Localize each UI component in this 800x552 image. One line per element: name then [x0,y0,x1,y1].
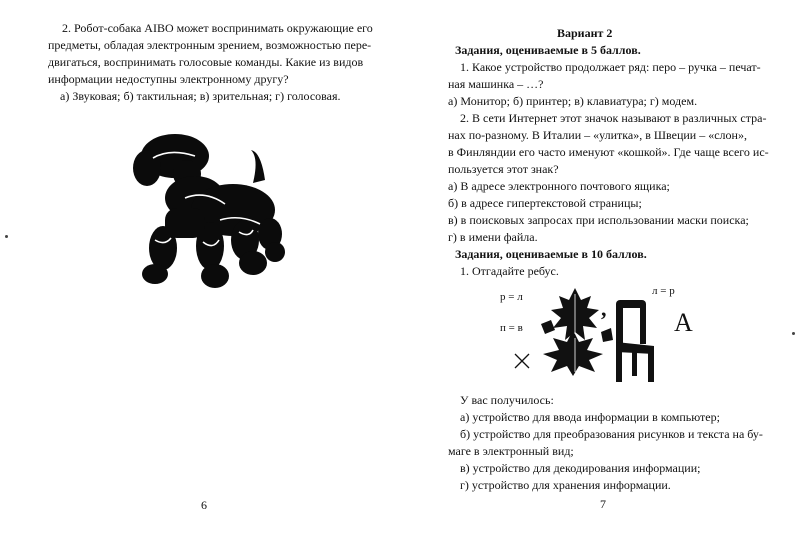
rebus-rule: р = л [500,291,523,303]
robot-dog-illustration [125,128,285,293]
right-page [400,0,800,552]
answer-options: а) Звуковая; б) тактильная; в) зрительная; г) голосовая. [60,89,341,103]
cross-mark-icon [513,352,531,370]
rebus-comma: , [601,296,607,321]
result-option: а) устройство для ввода информации в компьютер; [460,410,720,424]
question-line: предметы, обладая электронным зрением, возможностью пере- [48,38,372,52]
question-line: 1. Отгадайте ребус. [460,264,559,278]
answer-option: г) в имени файла. [448,230,538,244]
page-number: 6 [201,498,207,512]
result-option: в) устройство для декодирования информации; [460,461,701,475]
result-option: г) устройство для хранения информации. [460,478,671,492]
section-heading: Задания, оцениваемые в 10 баллов. [455,247,647,261]
variant-title: Вариант 2 [557,26,613,40]
scan-speck [792,332,795,335]
rebus-letter: А [674,308,693,337]
question-line: ная машинка – …? [448,77,544,91]
question-line: 2. В сети Интернет этот значок называют в различных стра- [460,111,767,125]
result-option: маге в электронный вид; [448,444,574,458]
question-line: 2. Робот-собака AIBO может воспринимать окружающие его [62,21,373,35]
result-option: б) устройство для преобразования рисунков и текста на бу- [460,427,763,441]
answer-option: в) в поисковых запросах при использовании маски поиска; [448,213,749,227]
section-heading: Задания, оцениваемые в 5 баллов. [455,43,641,57]
question-line: информации недоступны электронному другу? [48,72,289,86]
result-intro: У вас получилось: [460,393,554,407]
question-line: нах по-разному. В Италии – «улитка», в Швеции – «слон», [448,128,747,142]
rebus-rule: л = р [652,285,675,297]
answer-option: б) в адресе гипертекстовой страницы; [448,196,642,210]
page-number: 7 [600,497,606,511]
question-line: пользуется этот знак? [448,162,559,176]
chair-picture [610,298,660,382]
answer-option: а) В адресе электронного почтового ящика; [448,179,670,193]
question-line: двигаться, воспринимать голосовые команды. Какие из видов [48,55,364,69]
scan-speck [5,235,8,238]
answer-options: а) Монитор; б) принтер; в) клавиатура; г) модем. [448,94,698,108]
question-line: 1. Какое устройство продолжает ряд: перо – ручка – печат- [460,60,761,74]
rebus-rule: п = в [500,322,523,334]
question-line: в Финляндии его часто именуют «кошкой». Где чаще всего ис- [448,145,769,159]
